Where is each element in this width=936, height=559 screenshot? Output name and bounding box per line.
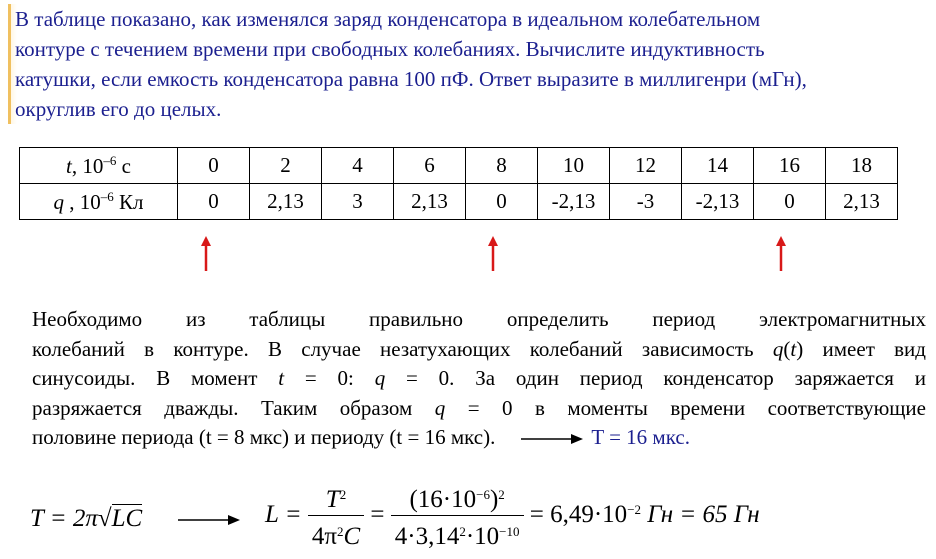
problem-line: контуре с течением времени при свободных колебаниях. Вычислите индуктивность [15, 37, 765, 61]
charge-symbol: q [53, 189, 64, 214]
table-cell: -3 [610, 184, 682, 220]
table-cell: 2,13 [250, 184, 322, 220]
text-run: = 0 в моменты времени соответствующие [445, 395, 926, 420]
fraction-denominator [308, 516, 364, 553]
table-cell: 16 [754, 148, 826, 184]
text-run: = 0: [284, 366, 375, 390]
table-cell: 2 [250, 148, 322, 184]
exponent: −2 [627, 502, 642, 518]
table-cell: 0 [178, 148, 250, 184]
text-run: синусоиды. В момент [32, 366, 279, 390]
table-cell: 18 [826, 148, 898, 184]
table-cell: 12 [610, 148, 682, 184]
up-arrow-icon [200, 236, 212, 272]
time-unit: с [116, 153, 131, 178]
problem-statement [8, 4, 935, 124]
explanation-line: Необходимо из таблицы правильно определить период электромагнитных [32, 307, 926, 331]
charge-header [20, 184, 178, 220]
text-run: разряжается дважды. Таким образом [32, 395, 435, 420]
charge-unit: Кл [113, 189, 144, 214]
table-cell: 2,13 [394, 184, 466, 220]
numerator-text: (16·10 [409, 486, 477, 513]
table-cell: 3 [322, 184, 394, 220]
var-q: q [434, 395, 446, 420]
table-cell: 6 [394, 148, 466, 184]
fraction-numerator [391, 480, 524, 516]
table-cell: -2,13 [538, 184, 610, 220]
exponent: 2 [498, 487, 505, 502]
fraction-numerator [308, 480, 364, 516]
time-exponent: –6 [103, 152, 117, 168]
charge-exponent: –6 [100, 188, 114, 204]
fraction-general [308, 480, 364, 553]
period-formula [30, 505, 240, 533]
text-run: ( [783, 336, 791, 361]
explanation-line [32, 364, 926, 394]
var-t: t [790, 336, 797, 361]
numerator-text: ) [489, 486, 499, 513]
inductance-formula [265, 480, 760, 553]
problem-line: округлив его до целых. [15, 97, 222, 121]
exponent: 2 [339, 487, 347, 502]
explanation-line [32, 423, 926, 453]
equals-sign: = [370, 501, 385, 529]
exponent: 2 [336, 524, 344, 539]
table-row-time [20, 148, 898, 184]
period-answer: T = 16 мкс. [591, 425, 690, 449]
denominator-text: 4π [311, 523, 337, 550]
up-arrow-icon [775, 236, 787, 272]
fraction-denominator [391, 516, 524, 553]
table-cell: -2,13 [682, 184, 754, 220]
explanation [32, 305, 926, 453]
exponent: 2 [459, 524, 466, 539]
table-cell: 10 [538, 148, 610, 184]
charge-factor: , 10 [64, 189, 101, 214]
inductance-label: L = [265, 501, 308, 529]
text-run: половине периода (t = 8 мкс) и периоду (t = 16 мкс). [32, 425, 496, 449]
table-cell: 0 [466, 184, 538, 220]
symbol-C: C [343, 523, 361, 550]
var-q: q [772, 336, 784, 361]
up-arrow-icon [487, 236, 499, 272]
exponent: −10 [499, 524, 520, 539]
period-formula-text: T = 2π [30, 505, 98, 532]
exponent: −6 [476, 487, 490, 502]
problem-line: В таблице показано, как изменялся заряд конденсатора в идеальном колебательном [15, 7, 761, 31]
explanation-line [32, 335, 926, 365]
sqrt-content: LC [111, 505, 143, 532]
text-run: ) имеет вид [796, 336, 926, 361]
var-t: t [278, 366, 285, 390]
time-header [20, 148, 178, 184]
table-cell: 8 [466, 148, 538, 184]
table-row-charge [20, 184, 898, 220]
fraction-numeric [391, 480, 524, 553]
time-factor: , 10 [71, 153, 104, 178]
right-arrow-icon [178, 513, 240, 527]
table-cell: 0 [178, 184, 250, 220]
result-unit: Гн = 65 Гн [641, 501, 760, 529]
right-arrow-icon [521, 432, 583, 446]
symbol-T: T [325, 486, 340, 513]
problem-line: катушки, если емкость конденсатора равна 100 пФ. Ответ выразите в миллигенри (мГн), [15, 67, 807, 91]
var-q: q [374, 366, 386, 390]
text-run: = 0. За один период конденсатор заряжается и [385, 366, 926, 390]
table-cell: 2,13 [826, 184, 898, 220]
time-symbol: t [66, 153, 72, 178]
table-cell: 14 [682, 148, 754, 184]
text-run: колебаний в контуре. В случае незатухающих колебаний зависимость [32, 336, 773, 361]
denominator-text: ·10 [465, 523, 500, 550]
sqrt-sign: √ [97, 505, 112, 532]
table-cell: 4 [322, 148, 394, 184]
explanation-line [32, 394, 926, 424]
denominator-text: 4·3,14 [394, 523, 460, 550]
charge-time-table [19, 147, 898, 220]
table-cell: 0 [754, 184, 826, 220]
result-value: = 6,49·10 [529, 501, 628, 529]
